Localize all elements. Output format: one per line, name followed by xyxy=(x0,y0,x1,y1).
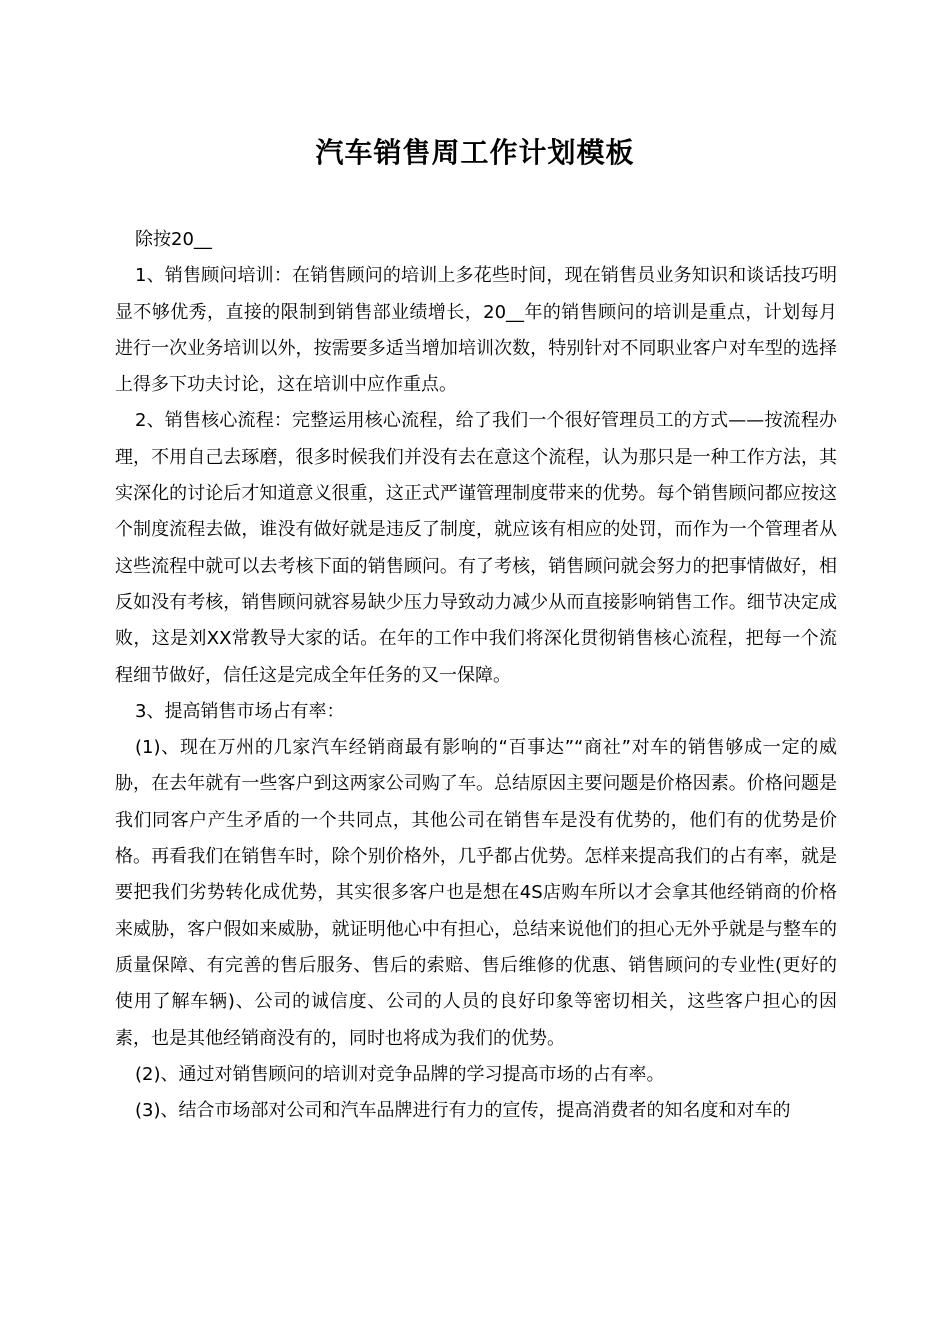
paragraph-market-share-1: (1)、现在万州的几家汽车经销商最有影响的“百事达”“商社”对车的销售够成一定的威胁，在去年就有一些客户到这两家公司购了车。总结原因主要问题是价格因素。价格问题是我们同客户产生矛盾的一个共同点，其他公司在销售车是没有优势的，他们有的优势是价格。再看我们在销售车时，除个别价格外，几乎都占优势。怎样来提高我们的占有率，就是要把我们劣势转化成优势，其实很多客户也是想在4S店购车所以才会拿其他经销商的价格来威胁，客户假如来威胁，就证明他心中有担心，总结来说他们的担心无外乎就是与整车的质量保障、有完善的售后服务、售后的索赔、售后维修的优惠、销售顾问的专业性(更好的使用了解车辆)、公司的诚信度、公司的人员的良好印象等密切相关，这些客户担心的因素，也是其他经销商没有的，同时也将成为我们的优势。 xyxy=(115,737,837,1049)
paragraph-market-share-3: (3)、结合市场部对公司和汽车品牌进行有力的宣传，提高消费者的知名度和对车的 xyxy=(135,1100,791,1122)
paragraph-sales-training: 1、销售顾问培训：在销售顾问的培训上多花些时间，现在销售员业务知识和谈话技巧明显不够优秀，直接的限制到销售部业绩增长，20__年的销售顾问的培训是重点，计划每月进行一次业务培训以外，按需要多适当增加培训次数，特别针对不同职业客户对车型的选择上得多下功夫讨论，这在培训中应作重点。 xyxy=(115,265,837,396)
paragraph-intro: 除按20__ xyxy=(135,229,212,250)
paragraph-market-share-heading: 3、提高销售市场占有率： xyxy=(135,700,345,722)
document-title: 汽车销售周工作计划模板 xyxy=(315,136,635,169)
paragraph-market-share-2: (2)、通过对销售顾问的培训对竞争品牌的学习提高市场的占有率。 xyxy=(135,1063,665,1085)
document-body xyxy=(115,222,837,1129)
paragraph-core-process: 2、销售核心流程：完整运用核心流程，给了我们一个很好管理员工的方式——按流程办理，不用自己去琢磨，很多时候我们并没有去在意这个流程，认为那只是一种工作方法，其实深化的讨论后才知道意义很重，这正式严谨管理制度带来的优势。每个销售顾问都应按这个制度流程去做，谁没有做好就是违反了制度，就应该有相应的处罚，而作为一个管理者从这些流程中就可以去考核下面的销售顾问。有了考核，销售顾问就会努力的把事情做好，相反如没有考核，销售顾问就容易缺少压力导致动力减少从而直接影响销售工作。细节决定成败，这是刘XX常教导大家的话。在年的工作中我们将深化贯彻销售核心流程，把每一个流程细节做好，信任这是完成全年任务的又一保障。 xyxy=(115,410,837,686)
